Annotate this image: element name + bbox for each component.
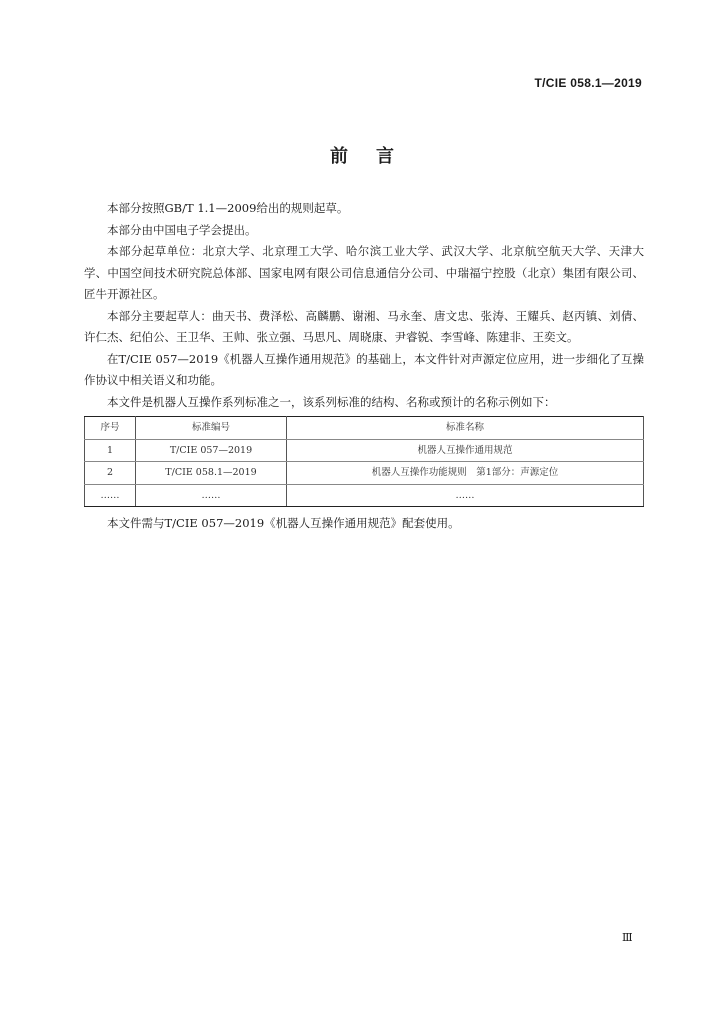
body-content — [84, 198, 644, 535]
cell-index: 1 — [85, 439, 136, 462]
cell-code: T/CIE 058.1—2019 — [136, 462, 287, 485]
table-header-row — [85, 417, 644, 440]
paragraph-series-intro: 本文件是机器人互操作系列标准之一，该系列标准的结构、名称或预计的名称示例如下： — [107, 394, 556, 409]
standards-table — [84, 416, 644, 507]
header-cell-name: 标准名称 — [287, 417, 644, 440]
table-row — [85, 484, 644, 507]
page-title: 前言 — [330, 146, 422, 167]
cell-name: …… — [287, 484, 644, 507]
cell-code: T/CIE 057—2019 — [136, 439, 287, 462]
paragraph-proposer: 本部分由中国电子学会提出。 — [107, 222, 257, 237]
paragraph-drafting-units: 本部分起草单位：北京大学、北京理工大学、哈尔滨工业大学、武汉大学、北京航空航天大学、天津大学、中国空间技术研究院总体部、国家电网有限公司信息通信分公司、中瑞福宁控股（北京）集团有限公司、匠牛开源社区。 — [84, 244, 644, 301]
cell-index: 2 — [85, 462, 136, 485]
paragraph-drafting-rules: 本部分按照GB/T 1.1—2009给出的规则起草。 — [107, 201, 349, 215]
table-row — [85, 462, 644, 485]
header-cell-index: 序号 — [85, 417, 136, 440]
paragraph-drafters: 本部分主要起草人：曲天书、费泽松、高麟鹏、谢湘、马永奎、唐文忠、张涛、王耀兵、赵丙镇、刘倩、许仁杰、纪伯公、王卫华、王帅、张立强、马思凡、周晓康、尹睿锐、李雪峰、陈建非、王奕文。 — [84, 308, 644, 344]
paragraph-usage-note: 本文件需与T/CIE 057—2019《机器人互操作通用规范》配套使用。 — [107, 516, 460, 530]
page-number: Ⅲ — [622, 931, 633, 944]
cell-index: …… — [85, 484, 136, 507]
document-code: T/CIE 058.1—2019 — [534, 76, 642, 90]
cell-name: 机器人互操作通用规范 — [287, 439, 644, 462]
paragraph-scope: 在T/CIE 057—2019《机器人互操作通用规范》的基础上，本文件针对声源定位应用，进一步细化了互操作协议中相关语义和功能。 — [84, 351, 644, 387]
table-row — [85, 439, 644, 462]
header-cell-code: 标准编号 — [136, 417, 287, 440]
cell-name: 机器人互操作功能规则 第1部分：声源定位 — [287, 462, 644, 485]
cell-code: …… — [136, 484, 287, 507]
